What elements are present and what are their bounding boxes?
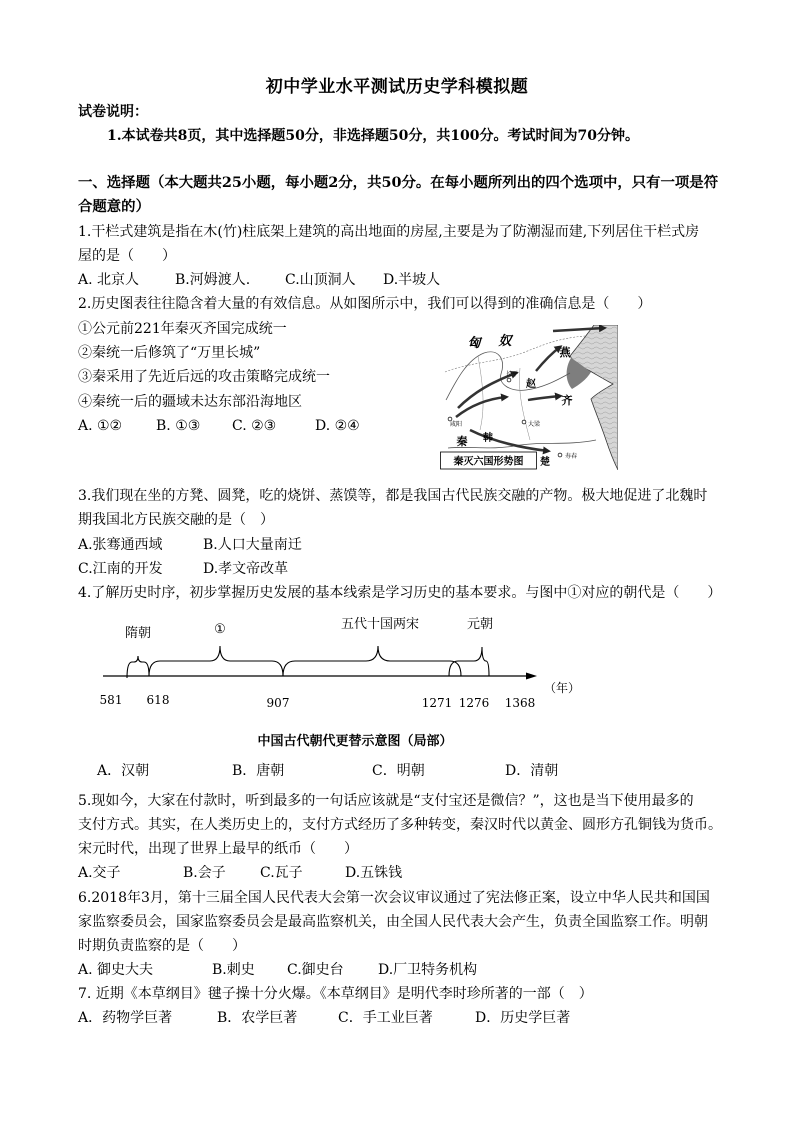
q5-option-c: C.瓦子 xyxy=(260,865,303,882)
timeline-year-1368: 1368 xyxy=(504,696,536,710)
q2-option-d: D. ②④ xyxy=(315,417,360,434)
q2-statement-3: ③秦采用了先近后远的攻击策略完成统一 xyxy=(78,369,330,386)
timeline-label-five-dynasties-song: 五代十国两宋 xyxy=(340,617,420,632)
map-label-han: 韩 xyxy=(483,433,493,444)
instructions-item-1: 1.本试卷共8页，其中选择题50分，非选择题50分，共100分。考试时间为70分钟。 xyxy=(107,128,640,145)
brace-yuan xyxy=(449,647,489,676)
timeline-label-sui: 隋朝 xyxy=(124,626,152,641)
q5-stem-line-2: 支付方式。其实，在人类历史上的，支付方式经历了多种转变，秦汉时代以黄金、圆形方孔铜钱为货币。 xyxy=(78,817,722,834)
q4-options xyxy=(78,759,738,783)
instructions xyxy=(78,100,738,149)
q1-options xyxy=(78,268,738,292)
q1-option-c: C.山顶洞人 xyxy=(285,272,356,289)
timeline-caption: 中国古代朝代更替示意图（局部） xyxy=(257,734,453,749)
q1-stem-line-2: 屋的是（ ） xyxy=(78,247,176,264)
q5-option-b: B.会子 xyxy=(183,865,226,882)
timeline-label-yuan: 元朝 xyxy=(466,617,494,632)
exam-title: 初中学业水平测试历史学科模拟题 xyxy=(265,77,529,97)
timeline-axis-arrow xyxy=(526,673,537,680)
brace-five-dynasties-song xyxy=(283,646,461,676)
q5-stem-line-3: 宋元时代，出现了世界上最早的纸币（ ） xyxy=(78,841,358,858)
timeline-year-907: 907 xyxy=(266,696,290,710)
choice-section-part-3 xyxy=(78,789,738,1030)
timeline-year-1271: 1271 xyxy=(421,696,453,710)
map-label-xiong: 匈 xyxy=(467,336,481,351)
q3-options-row-2 xyxy=(78,557,738,581)
q4-stem-line-1: 4.了解历史时序，初步掌握历史发展的基本线索是学习历史的基本要求。与图中①对应的朝代是（ ） xyxy=(78,585,722,602)
timeline-year-581: 581 xyxy=(99,693,123,707)
q5-stem-line-1: 5.现如今，大家在付款时，听到最多的一句话应该就是“支付宝还是微信？”，这也是当下使用最多的 xyxy=(78,793,694,809)
q4-option-b: B．唐朝 xyxy=(232,763,285,779)
map-caption: 秦灭六国形势图 xyxy=(453,456,524,468)
q6-stem-line-2: 家监察委员会，国家监察委员会是最高监察机关，由全国人民代表大会产生，负责全国监察工作。明朝 xyxy=(78,913,708,930)
q4-option-d: D．清朝 xyxy=(505,763,559,779)
brace-period-1 xyxy=(149,646,283,676)
q6-option-b: B.刺史 xyxy=(212,961,255,978)
q1-option-b: B.河姆渡人. xyxy=(175,272,251,289)
q3-option-d: D.孝文帝改革 xyxy=(203,560,289,577)
q6-stem-line-3: 时期负责监察的是（ ） xyxy=(78,937,246,954)
q2-statement-1: ①公元前221年秦灭齐国完成统一 xyxy=(78,320,287,337)
q7-option-d: D．历史学巨著 xyxy=(475,1010,571,1027)
choice-section-part-2 xyxy=(78,484,738,605)
map-city-shouchun xyxy=(558,453,562,457)
q7-option-b: B．农学巨著 xyxy=(217,1010,298,1027)
map-label-qi: 齐 xyxy=(561,394,573,407)
q1-stem-line-1: 1.干栏式建筑是指在木(竹)柱底架上建筑的高出地面的房屋,主要是为了防潮湿而建,下列居住干栏式房 xyxy=(78,223,700,240)
q2-stem-line-1: 2.历史图表往往隐含着大量的有效信息。从如图所示中，我们可以得到的准确信息是（ ） xyxy=(78,296,652,313)
q2-statement-4: ④秦统一后的疆域未达东部沿海地区 xyxy=(78,393,302,410)
q5-options xyxy=(78,861,738,885)
qin-conquest-map xyxy=(440,325,618,470)
q6-option-d: D.厂卫特务机构 xyxy=(378,961,478,978)
q3-stem-line-2: 期我国北方民族交融的是（ ） xyxy=(78,512,274,529)
dynasty-timeline xyxy=(78,605,598,715)
brace-sui xyxy=(127,656,149,678)
map-label-daliang: 大梁 xyxy=(527,421,541,428)
choice-section-part-1 xyxy=(78,171,738,438)
map-label-shouchun: 寿春 xyxy=(564,453,578,460)
q3-stem-line-1: 3.我们现在坐的方凳、圆凳，吃的烧饼、蒸馍等，都是我国古代民族交融的产物。极大地促进了北魏时 xyxy=(78,488,708,504)
map-city-daliang xyxy=(522,420,526,424)
timeline-year-1276: 1276 xyxy=(458,696,490,710)
section-heading-line-1: 一、选择题（本大题共25小题，每小题2分，共50分。在每小题所列出的四个选项中，只有一项是符 xyxy=(78,174,719,191)
q2-options xyxy=(78,414,738,438)
map-label-qin: 秦 xyxy=(456,435,468,448)
q2-option-c: C. ②③ xyxy=(232,417,277,434)
q6-stem-line-1: 6.2018年3月，第十三届全国人民代表大会第一次会议审议通过了宪法修正案，设立中华人民共和国国 xyxy=(78,889,710,906)
q7-options xyxy=(78,1006,738,1030)
q7-option-c: C．手工业巨著 xyxy=(338,1010,433,1027)
map-label-nu: 奴 xyxy=(498,334,512,349)
q7-option-a: A．药物学巨著 xyxy=(78,1010,173,1027)
q3-options-row-1 xyxy=(78,533,738,557)
q2-statement-2: ②秦统一后修筑了“万里长城” xyxy=(78,345,261,362)
q4-option-a: A．汉朝 xyxy=(97,763,150,779)
q5-option-a: A.交子 xyxy=(78,865,121,882)
q6-option-c: C.御史台 xyxy=(287,961,344,978)
q7-stem-line-1: 7. 近期《本草纲目》毽子操十分火爆。《本草纲目》是明代李时珍所著的一部（ ） xyxy=(78,986,593,1003)
q2-option-b: B. ①③ xyxy=(156,417,201,434)
q3-option-c: C.江南的开发 xyxy=(78,560,163,577)
timeline-label-1: ① xyxy=(214,622,226,637)
timeline-year-618: 618 xyxy=(146,693,170,707)
q4-option-c: C．明朝 xyxy=(372,763,425,779)
q1-option-a: A. 北京人 xyxy=(78,272,140,289)
q1-option-d: D.半坡人 xyxy=(383,272,441,289)
map-label-chu: 楚 xyxy=(540,457,550,468)
q5-option-d: D.五铢钱 xyxy=(345,865,403,882)
q3-option-b: B.人口大量南迁 xyxy=(203,536,302,553)
q6-option-a: A. 御史大夫 xyxy=(78,961,154,978)
map-label-yan: 燕 xyxy=(559,346,571,359)
q4-options-block xyxy=(78,759,738,783)
map-label-changping: 长平 xyxy=(505,371,519,378)
timeline-unit: （年） xyxy=(543,681,581,695)
section-heading-line-2: 合题意的） xyxy=(78,198,150,216)
q6-options xyxy=(78,958,738,982)
map-label-zhao: 赵 xyxy=(526,379,536,390)
map-label-xianyang: 咸阳 xyxy=(449,421,463,428)
q3-option-a: A.张骞通西域 xyxy=(78,536,163,553)
q2-option-a: A. ①② xyxy=(78,417,123,434)
instructions-heading: 试卷说明： xyxy=(78,104,148,120)
map-city-changping xyxy=(507,378,511,382)
